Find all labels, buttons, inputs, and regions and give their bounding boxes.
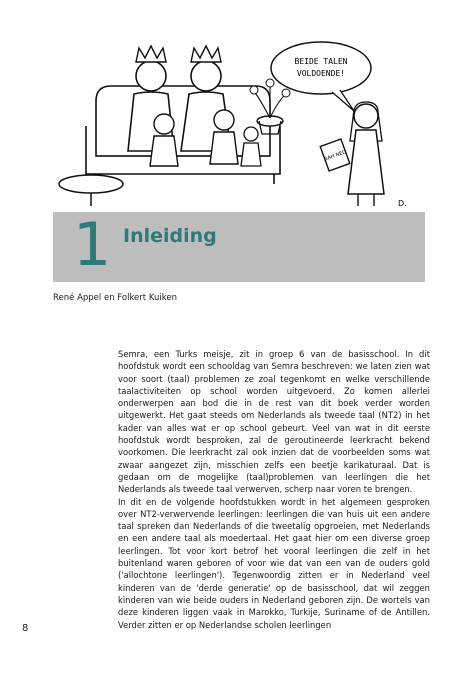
cartoon-illustration (56, 6, 416, 212)
paragraph-2: In dit en de volgende hoofdstukken wordt in het algemeen gesproken over NT2-verwervende leerlingen: leerlingen die van huis uit een andere taal spreken dan Nederlands of die tweetalig opgroeien, met Nederlands en een andere taal als moedertaal. Het gaat hier om een diverse groep leerlingen. Tot voor kort betrof het vooral leerlingen die zelf in het buitenland waren geboren of voor wie dat van een van de ouders gold ('allochtone leerlingen'). Tegenwoordig zitten er in Nederland veel kinderen van de 'derde generatie' op de basisschool, dat wil zeggen kinderen van wie beide ouders in Nederland geboren zijn. De wortels van deze kinderen liggen vaak in Marokko, Turkije, Suriname of de Antillen. Verder zitten er op Nederlandse scholen leerlingen (118, 496, 430, 630)
paragraph-1: Semra, een Turks meisje, zit in groep 6 van de basisschool. In dit hoofdstuk wordt een schooldag van Semra beschreven: we laten zien wat voor soort (taal) problemen ze zoal tegenkomt en welke verschillende taalactiviteiten op school worden uitgevoerd. Zo komen allerlei onderwerpen aan bod die in de rest van dit boek verder worden uitgewerkt. Het gaat steeds om Nederlands als tweede taal (NT2) in het kader van alles wat er op school gebeurt. Veel van wat in dit eerste hoofdstuk wordt besproken, zal de geroutineerde leerkracht bekend voorkomen. Die leerkracht zal ook inzien dat de voorbeelden soms wat zwaar aangezet zijn, misschien zelfs een beetje karikaturaal. Dat is gedaan om de mogelijke (taal)problemen van leerlingen die het Nederlands als tweede taal verwerven, scherp naar voren te brengen. (118, 349, 430, 495)
chapter-title: Inleiding (123, 225, 217, 247)
svg-text:BAH NED: BAH NED (323, 149, 348, 163)
chapter-number: 1 (73, 210, 112, 280)
svg-text:BEIDE TALEN: BEIDE TALEN (294, 57, 348, 66)
body-text (118, 348, 430, 631)
svg-text:D.: D. (398, 199, 407, 208)
chapter-authors: René Appel en Folkert Kuiken (53, 293, 177, 303)
page-number: 8 (22, 623, 29, 634)
svg-text:VOLDOENDE!: VOLDOENDE! (296, 69, 346, 78)
chapter-header (53, 212, 425, 282)
